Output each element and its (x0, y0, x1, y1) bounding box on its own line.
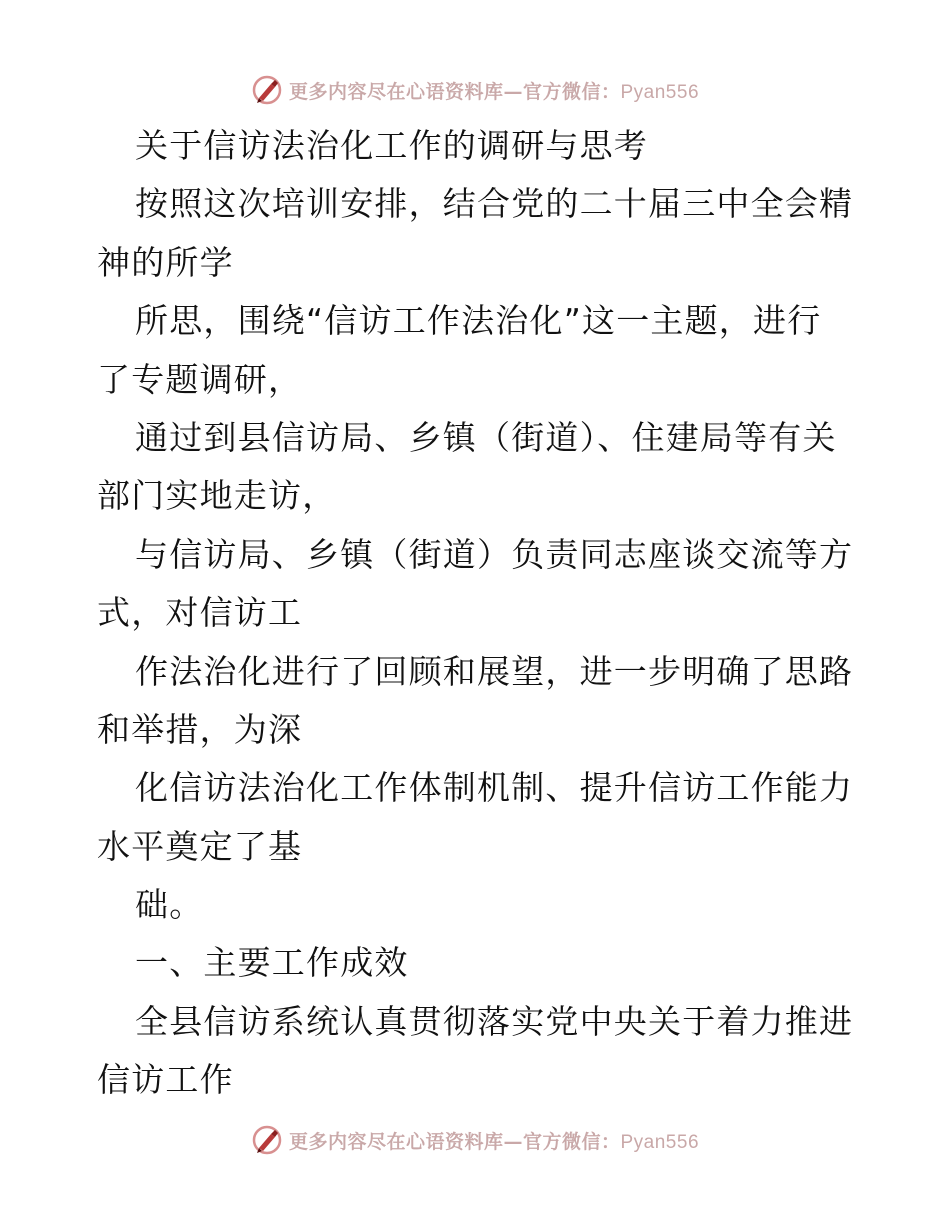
header-watermark (0, 70, 950, 110)
body-line: 式，对信访工 (97, 593, 303, 633)
section-heading: 一、主要工作成效 (135, 943, 409, 983)
pen-logo-icon (251, 74, 283, 106)
body-line: 按照这次培训安排，结合党的二十届三中全会精 (135, 184, 854, 224)
body-line: 信访工作 (97, 1060, 234, 1100)
body-line: 化信访法治化工作体制机制、提升信访工作能力 (135, 768, 854, 808)
header-watermark-text (289, 77, 699, 104)
body-line: 所思，围绕“信访工作法治化”这一主题，进行 (135, 301, 822, 341)
body-line: 全县信访系统认真贯彻落实党中央关于着力推进 (135, 1001, 854, 1041)
header-watermark-inner (251, 74, 699, 106)
body-line: 通过到县信访局、乡镇（街道）、住建局等有关 (135, 417, 837, 457)
body-line: 了专题调研， (97, 359, 303, 399)
body-line: 神的所学 (97, 242, 234, 282)
header-watermark-id: Pyan556 (620, 81, 700, 103)
footer-watermark-inner (251, 1124, 699, 1156)
footer-watermark-text (289, 1127, 699, 1154)
document-body (97, 117, 857, 1110)
header-watermark-cn: 更多内容尽在心语资料库—官方微信： (288, 80, 621, 103)
footer-watermark (0, 1120, 950, 1160)
footer-watermark-id: Pyan556 (620, 1131, 700, 1153)
body-line: 作法治化进行了回顾和展望，进一步明确了思路 (135, 651, 854, 691)
footer-watermark-cn: 更多内容尽在心语资料库—官方微信： (288, 1130, 621, 1153)
body-line: 部门实地走访， (97, 476, 337, 516)
body-line: 关于信访法治化工作的调研与思考 (135, 126, 648, 165)
body-line: 水平奠定了基 (97, 826, 303, 866)
body-line: 和举措，为深 (97, 709, 303, 749)
body-line: 础。 (135, 885, 204, 925)
body-line: 与信访局、乡镇（街道）负责同志座谈交流等方 (135, 534, 854, 574)
pen-logo-icon (251, 1124, 283, 1156)
